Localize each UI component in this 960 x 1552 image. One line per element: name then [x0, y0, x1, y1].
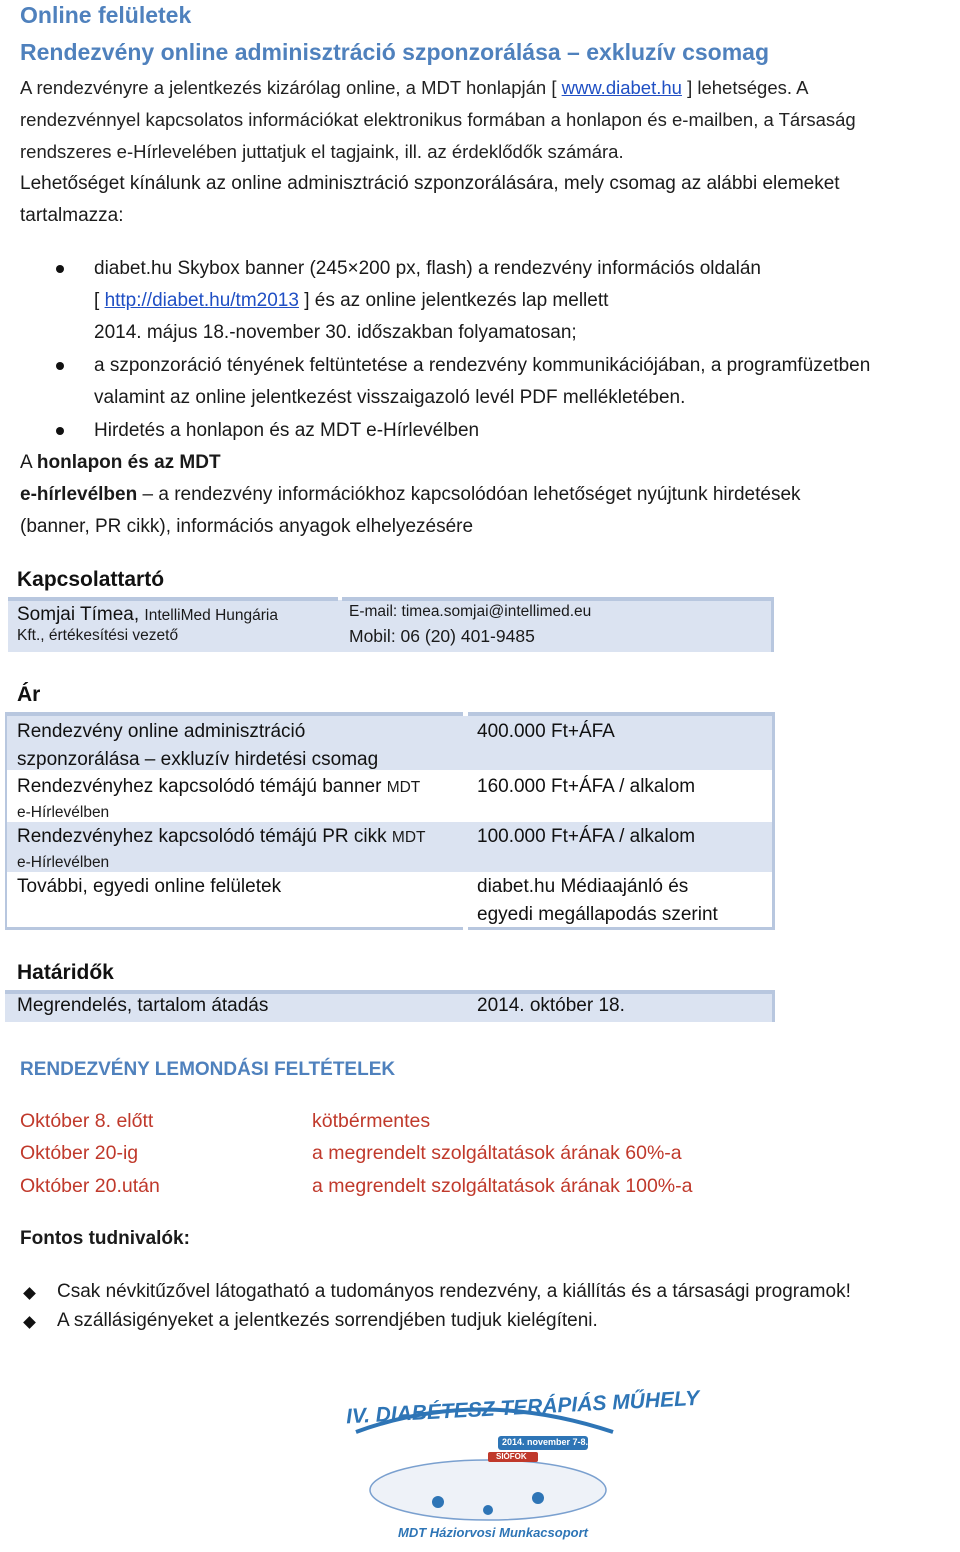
cancel-when: Október 20.után	[20, 1175, 160, 1197]
intro-text: rendszeres e-Hírlevelében juttatjuk el tagjaink, ill. az érdeklődők számára.	[20, 141, 624, 162]
bullet-line: diabet.hu Skybox banner (245×200 px, flash) a rendezvény információs oldalán	[94, 258, 762, 279]
honlap-text: A	[20, 452, 37, 473]
price-value: 100.000 Ft+ÁFA / alkalom	[477, 826, 696, 847]
contact-email: E-mail: timea.somjai@intellimed.eu	[349, 603, 592, 620]
deadline-value: 2014. október 18.	[477, 995, 625, 1016]
logo-title: IV. DIABÉTESZ TERÁPIÁS MŰHELY	[345, 1386, 700, 1429]
price-row	[17, 773, 420, 824]
price-value-block	[477, 873, 718, 929]
bullet-item	[94, 350, 870, 414]
bullet-dot	[56, 265, 64, 273]
intro-text: A rendezvényre a jelentkezés kizárólag online, a MDT honlapján [	[20, 77, 562, 98]
price-value: 400.000 Ft+ÁFA	[477, 721, 615, 742]
table-border	[8, 597, 338, 601]
logo-date: 2014. november 7-8.	[502, 1437, 589, 1447]
honlap-text: – a rendezvény információkhoz kapcsolódóan lehetőséget nyújtunk hirdetések	[137, 484, 801, 505]
table-border	[5, 712, 7, 930]
price-label-small: MDT	[386, 779, 421, 796]
diabet-link[interactable]: www.diabet.hu	[561, 77, 682, 98]
honlap-bold: e-hírlevélben	[20, 484, 138, 505]
price-label-small: e-Hírlevélben	[17, 854, 110, 871]
page-subtitle: Rendezvény online adminisztráció szponzorálása – exkluzív csomag	[20, 39, 770, 65]
cancel-when: Október 8. előtt	[20, 1110, 154, 1132]
price-value: diabet.hu Médiaajánló és	[477, 876, 689, 897]
contact-heading: Kapcsolattartó	[17, 568, 165, 591]
bullet-line: 2014. május 18.-november 30. időszakban folyamatosan;	[94, 322, 577, 343]
contact-mobile: Mobil: 06 (20) 401-9485	[349, 626, 535, 646]
honlap-bold: honlapon és az MDT	[36, 452, 221, 473]
offer-line: Lehetőséget kínálunk az online adminisztráció szponzorálására, mely csomag az alábbi elemeket	[20, 173, 840, 194]
deadline-heading: Határidők	[17, 961, 114, 984]
deadline-label: Megrendelés, tartalom átadás	[17, 995, 269, 1016]
logo-org: MDT Háziorvosi Munkacsoport	[398, 1525, 588, 1540]
contact-role: Kft., értékesítési vezető	[17, 627, 179, 644]
price-row	[17, 823, 426, 874]
cancel-what: kötbérmentes	[312, 1110, 431, 1132]
bullet-line: a szponzoráció tényének feltüntetése a rendezvény kommunikációjában, a programfüzetben	[94, 355, 871, 376]
cancel-when: Október 20-ig	[20, 1142, 139, 1164]
table-border	[342, 597, 774, 601]
offer-text	[20, 168, 840, 232]
cancel-what: a megrendelt szolgáltatások árának 60%-a	[312, 1142, 682, 1164]
table-border	[5, 927, 463, 930]
price-label-small: e-Hírlevélben	[17, 804, 110, 821]
notes-heading: Fontos tudnivalók:	[20, 1228, 190, 1249]
bullet-line: ] és az online jelentkezés lap mellett	[298, 290, 609, 311]
contact-name-block	[17, 604, 278, 645]
bullet-dot	[56, 427, 64, 435]
intro-paragraph	[20, 72, 955, 168]
cancel-what: a megrendelt szolgáltatások árának 100%-a	[312, 1175, 693, 1197]
intro-text: ] lehetséges. A	[681, 77, 809, 98]
price-label: Rendezvényhez kapcsolódó témájú PR cikk	[17, 826, 392, 847]
diamond-bullet-icon	[23, 1287, 36, 1300]
note-item: Csak névkitűzővel látogatható a tudományos rendezvény, a kiállítás és a társasági programok!	[57, 1281, 851, 1302]
logo-place: SIÓFOK	[496, 1452, 527, 1461]
table-border	[772, 990, 775, 1022]
price-row	[17, 718, 378, 774]
bullet-dot	[56, 362, 64, 370]
honlap-paragraph	[20, 447, 801, 543]
offer-line: tartalmazza:	[20, 205, 124, 226]
bullet-line: valamint az online jelentkezést visszaigazoló levél PDF mellékletében.	[94, 387, 686, 408]
price-label-small: MDT	[391, 829, 426, 846]
intro-text: rendezvénnyel kapcsolatos információkat elektronikus formában a honlapon és e-mailben, a Társaság	[20, 109, 856, 130]
bullet-item: Hirdetés a honlapon és az MDT e-Hírlevélben	[94, 420, 480, 441]
price-label: Rendezvény online adminisztráció	[17, 721, 306, 742]
table-border	[772, 712, 775, 930]
price-value: egyedi megállapodás szerint	[477, 904, 718, 925]
bullet-line: [	[94, 290, 105, 311]
contact-name: Somjai Tímea,	[17, 604, 145, 625]
bullet-item	[94, 253, 761, 349]
price-heading: Ár	[17, 683, 41, 706]
event-logo	[338, 1386, 700, 1542]
honlap-text: (banner, PR cikk), információs anyagok elhelyezésére	[20, 516, 474, 537]
diamond-bullet-icon	[23, 1316, 36, 1329]
page-title: Online felületek	[20, 2, 192, 28]
price-label: szponzorálása – exkluzív hirdetési csomag	[17, 749, 379, 770]
table-border	[771, 597, 774, 652]
price-label: Rendezvényhez kapcsolódó témájú banner	[17, 776, 387, 797]
tm2013-link[interactable]: http://diabet.hu/tm2013	[104, 290, 299, 311]
price-label: További, egyedi online felületek	[17, 876, 282, 897]
price-value: 160.000 Ft+ÁFA / alkalom	[477, 776, 696, 797]
cancel-heading: RENDEZVÉNY LEMONDÁSI FELTÉTELEK	[20, 1059, 396, 1080]
note-item: A szállásigényeket a jelentkezés sorrendjében tudjuk kielégíteni.	[57, 1310, 598, 1331]
contact-company: IntelliMed Hungária	[144, 607, 278, 624]
